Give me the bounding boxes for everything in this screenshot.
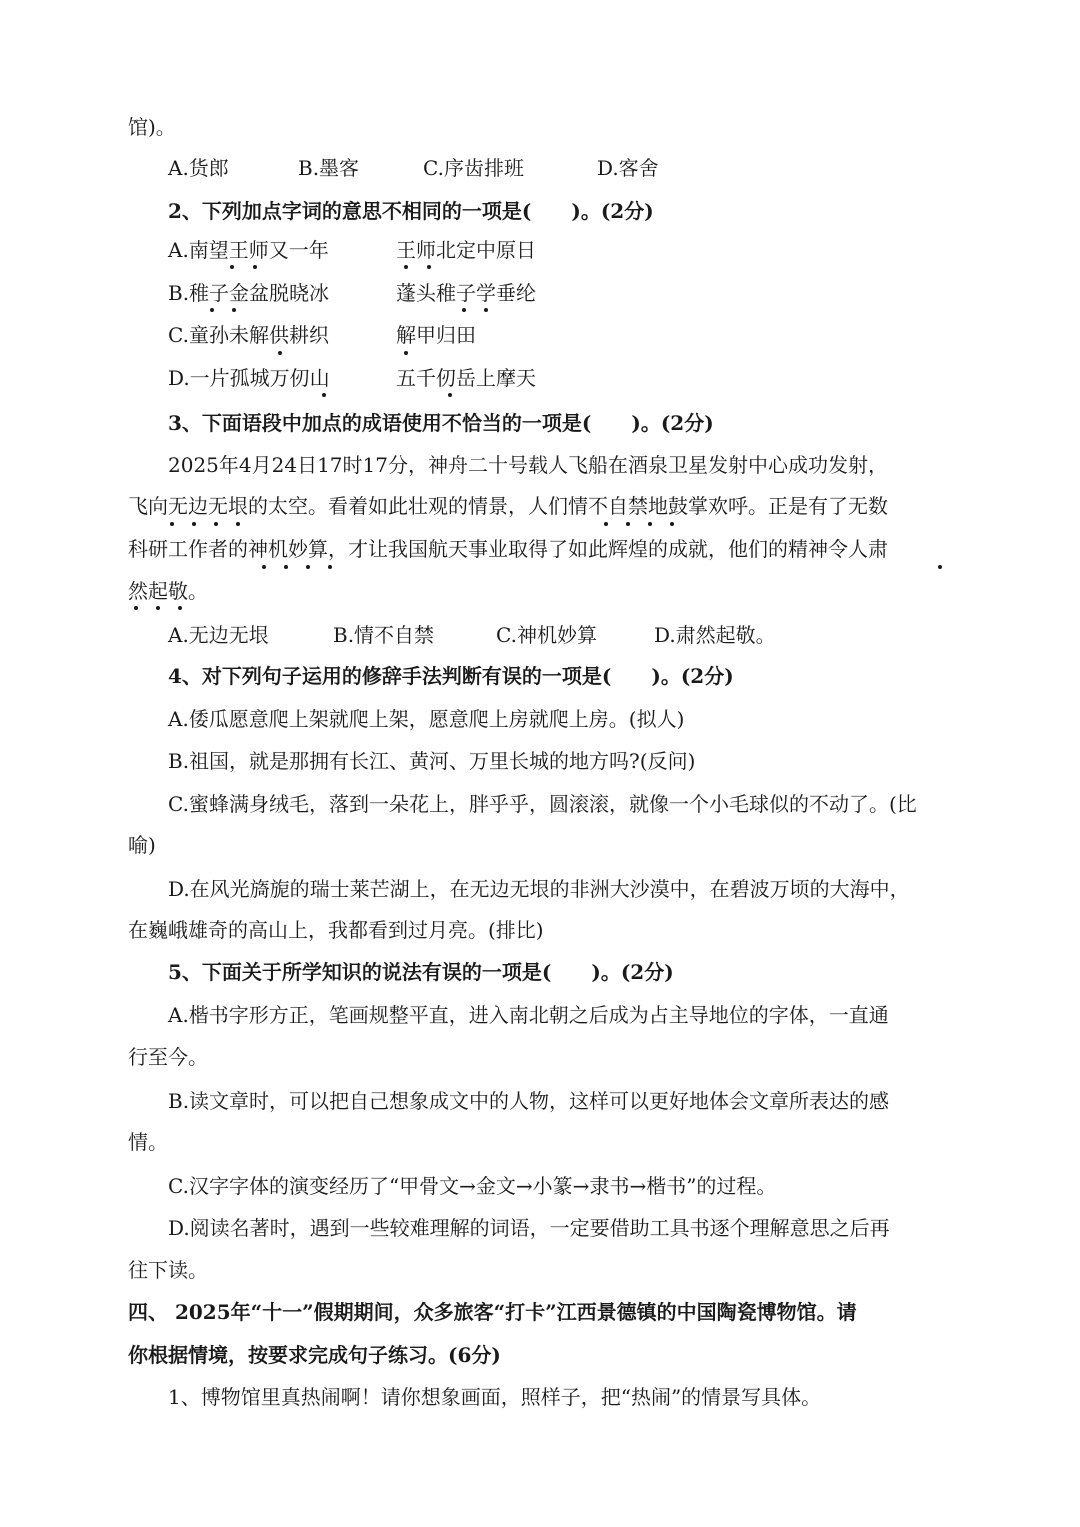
option-d: D.客舍 bbox=[597, 156, 659, 180]
q4-option-d-cont: 在巍峨雄奇的高山上，我都看到过月亮。(排比) bbox=[128, 918, 544, 942]
emphasis-dot bbox=[448, 393, 452, 397]
emphasis-dot bbox=[427, 265, 431, 269]
q2-option-d bbox=[168, 364, 536, 392]
emphasis-dot bbox=[253, 265, 257, 269]
emphasis-dot bbox=[284, 565, 288, 569]
emphasis-dot bbox=[648, 522, 652, 526]
emphasis-dot bbox=[262, 565, 266, 569]
option-a: A.无边无垠 bbox=[168, 623, 269, 647]
q5-option-b-cont: 情。 bbox=[128, 1130, 168, 1154]
q2-option-c bbox=[168, 321, 476, 349]
q3-options bbox=[168, 621, 776, 649]
emphasis-dot bbox=[178, 606, 182, 610]
q2-c-right: 解甲归田 bbox=[396, 323, 476, 347]
prev-question-options bbox=[168, 154, 659, 182]
emphasis-dot bbox=[938, 565, 942, 569]
q4-option-b: B.祖国，就是那拥有长江、黄河、万里长城的地方吗?(反问) bbox=[168, 749, 696, 773]
emphasis-dot bbox=[670, 522, 674, 526]
q3-passage-line: 科研工作者的神机妙算，才让我国航天事业取得了如此辉煌的成就，他们的精神令人肃 bbox=[128, 537, 888, 561]
option-b: B.情不自禁 bbox=[333, 623, 435, 647]
q3-passage-line: 飞向无边无垠的太空。看着如此壮观的情景，人们情不自禁地鼓掌欢呼。正是有了无数 bbox=[128, 494, 888, 518]
q3-stem: 3、下面语段中加点的成语使用不恰当的一项是( )。(2分) bbox=[168, 411, 714, 435]
q4-option-c-cont: 喻) bbox=[128, 833, 156, 857]
emphasis-dot bbox=[322, 393, 326, 397]
q2-b-right: 蓬头稚子学垂纶 bbox=[396, 281, 536, 305]
q2-d-left: D.一片孤城万仞山 bbox=[168, 366, 330, 390]
emphasis-dot bbox=[134, 606, 138, 610]
q2-c-left: C.童孙未解供耕织 bbox=[168, 323, 329, 347]
prev-question-tail: 馆)。 bbox=[128, 115, 176, 139]
emphasis-dot bbox=[236, 522, 240, 526]
emphasis-dot bbox=[156, 606, 160, 610]
q5-option-d-cont: 往下读。 bbox=[128, 1258, 208, 1282]
option-c: C.神机妙算 bbox=[496, 623, 597, 647]
emphasis-dot bbox=[462, 308, 466, 312]
section4-q1: 1、博物馆里真热闹啊！请你想象画面，照样子，把“热闹”的情景写具体。 bbox=[168, 1385, 822, 1409]
q2-d-right: 五千仞岳上摩天 bbox=[396, 366, 536, 390]
q4-option-c: C.蜜蜂满身绒毛，落到一朵花上，胖乎乎，圆滚滚，就像一个小毛球似的不动了。(比 bbox=[168, 792, 917, 816]
q4-option-d: D.在风光旖旎的瑞士莱芒湖上，在无边无垠的非洲大沙漠中，在碧波万顷的大海中， bbox=[168, 877, 910, 901]
q2-option-a bbox=[168, 236, 536, 264]
emphasis-dot bbox=[328, 565, 332, 569]
q2-a-right: 王师北定中原日 bbox=[396, 238, 536, 262]
q5-option-a: A.楷书字形方正，笔画规整平直，进入南北朝之后成为占主导地位的字体，一直通 bbox=[168, 1003, 889, 1027]
emphasis-dot bbox=[626, 522, 630, 526]
q2-b-left: B.稚子金盆脱晓冰 bbox=[168, 281, 330, 305]
emphasis-dot bbox=[232, 308, 236, 312]
emphasis-dot bbox=[404, 265, 408, 269]
emphasis-dot bbox=[170, 522, 174, 526]
q2-option-b bbox=[168, 279, 536, 307]
q3-passage-line: 2025年4月24日17时17分，神舟二十号载人飞船在酒泉卫星发射中心成功发射， bbox=[168, 453, 888, 477]
q4-option-a: A.倭瓜愿意爬上架就爬上架，愿意爬上房就爬上房。(拟人) bbox=[168, 707, 685, 731]
q5-option-b: B.读文章时，可以把自己想象成文中的人物，这样可以更好地体会文章所表达的感 bbox=[168, 1089, 890, 1113]
q2-a-left: A.南望王师又一年 bbox=[168, 238, 329, 262]
option-b: B.墨客 bbox=[298, 156, 360, 180]
emphasis-dot bbox=[192, 522, 196, 526]
emphasis-dot bbox=[484, 308, 488, 312]
section4-heading-cont: 你根据情境，按要求完成句子练习。(6分) bbox=[128, 1343, 501, 1367]
q5-option-a-cont: 行至今。 bbox=[128, 1045, 208, 1069]
emphasis-dot bbox=[306, 565, 310, 569]
q5-option-c: C.汉字字体的演变经历了“甲骨文→金文→小篆→隶书→楷书”的过程。 bbox=[168, 1174, 777, 1198]
q5-option-d: D.阅读名著时，遇到一些较难理解的词语，一定要借助工具书逐个理解意思之后再 bbox=[168, 1216, 890, 1240]
emphasis-dot bbox=[278, 351, 282, 355]
option-c: C.序齿排班 bbox=[423, 156, 524, 180]
q3-passage-line: 然起敬。 bbox=[128, 579, 208, 603]
emphasis-dot bbox=[210, 308, 214, 312]
emphasis-dot bbox=[404, 351, 408, 355]
q5-stem: 5、下面关于所学知识的说法有误的一项是( )。(2分) bbox=[168, 960, 674, 984]
option-a: A.货郎 bbox=[168, 156, 229, 180]
emphasis-dot bbox=[230, 265, 234, 269]
emphasis-dot bbox=[214, 522, 218, 526]
emphasis-dot bbox=[604, 522, 608, 526]
q4-stem: 4、对下列句子运用的修辞手法判断有误的一项是( )。(2分) bbox=[168, 664, 734, 688]
q2-stem: 2、下列加点字词的意思不相同的一项是( )。(2分) bbox=[168, 199, 654, 223]
section4-heading: 四、 2025年“十一”假期期间，众多旅客“打卡”江西景德镇的中国陶瓷博物馆。请 bbox=[128, 1300, 857, 1324]
option-d: D.肃然起敬。 bbox=[654, 623, 776, 647]
